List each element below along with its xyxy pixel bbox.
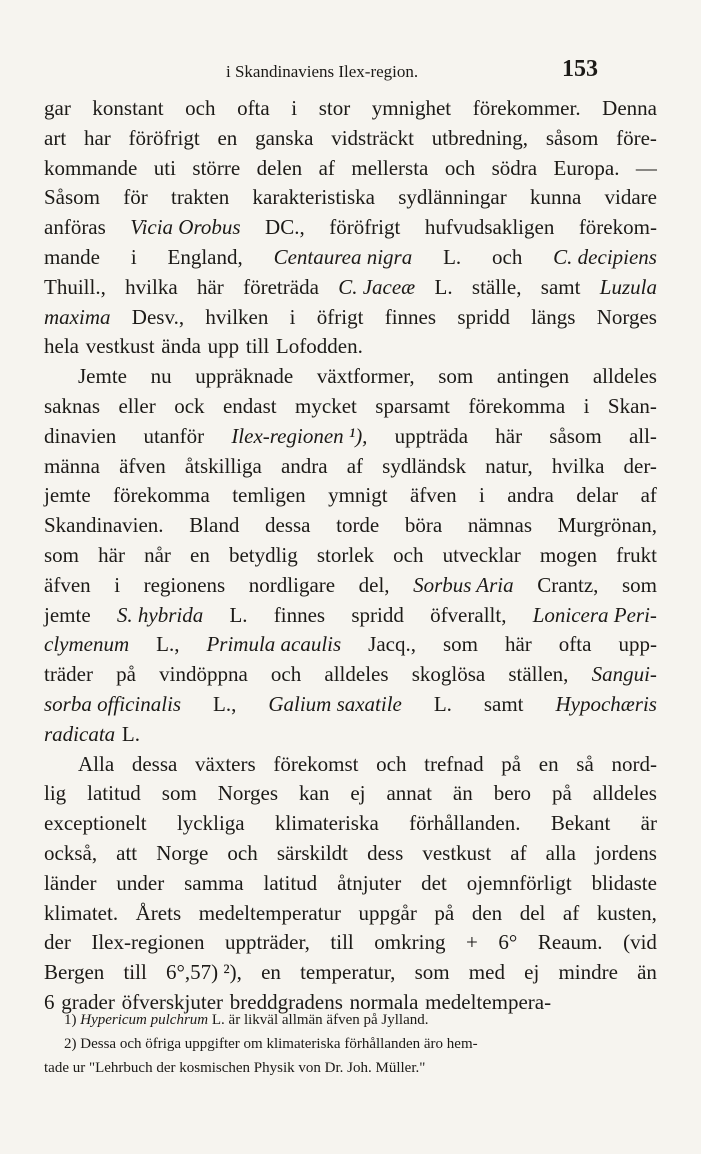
word: och [444, 155, 476, 180]
text-line [44, 839, 657, 869]
word: eller [118, 393, 156, 418]
word: latitud [263, 870, 318, 895]
word: nämnas [467, 513, 532, 538]
word: konstant [92, 96, 164, 120]
word: större [192, 155, 241, 180]
word: ställen, [508, 662, 569, 687]
word: och [492, 244, 523, 269]
text-line [44, 154, 657, 184]
word: Alla [78, 751, 115, 776]
word: en [217, 125, 238, 150]
word: saknas [44, 393, 100, 418]
word: ymnigt [328, 483, 388, 508]
word: samt [483, 691, 524, 716]
text-line [44, 303, 657, 333]
word: uti [153, 155, 176, 180]
word: andra [507, 483, 554, 508]
word: det [421, 870, 447, 895]
word: exceptionelt [44, 811, 147, 836]
word: kunna [529, 185, 582, 210]
word: regionens [143, 572, 226, 597]
word: clymenum [44, 632, 130, 657]
word: Årets [135, 900, 182, 925]
text-line [44, 660, 657, 690]
word: öfrigt [316, 304, 364, 329]
word: blidaste [591, 870, 657, 895]
word: Skan- [607, 393, 657, 418]
word: än [637, 960, 657, 985]
word: vestkust [422, 840, 492, 865]
word: södra [491, 155, 538, 180]
word: har [83, 125, 111, 150]
word: DC., [265, 215, 305, 240]
word: utbredning, [431, 125, 529, 150]
text-line [44, 690, 657, 720]
word: uppgår [358, 900, 417, 925]
word: Skandinavien. [44, 513, 164, 538]
word: till [245, 334, 270, 359]
text-line [44, 183, 657, 213]
word: till [123, 960, 147, 985]
word: (vid [623, 930, 657, 955]
word: att [116, 840, 138, 865]
page-header [0, 56, 701, 90]
word: förekomma [468, 393, 566, 418]
word: ofta [558, 632, 592, 657]
word: trakten [170, 185, 230, 210]
word: finnes [384, 304, 437, 329]
word: äfven [119, 453, 166, 478]
word: öfverallt, [430, 602, 507, 627]
text-line [44, 720, 657, 750]
word: karakteristiska [252, 185, 375, 210]
word: gar [44, 96, 71, 120]
text-line [44, 630, 657, 660]
word: Luzula [599, 274, 657, 299]
word: anföras [44, 215, 106, 240]
word: förekom- [578, 215, 657, 240]
text-line [44, 124, 657, 154]
word: dessa [131, 751, 178, 776]
body-text [44, 94, 657, 1018]
word: dessa [264, 513, 311, 538]
word: i [114, 572, 121, 597]
word: ställe, [471, 274, 522, 299]
word: dinavien [44, 423, 117, 448]
word: alldeles [592, 781, 657, 806]
text-line [44, 899, 657, 929]
text-line [44, 601, 657, 631]
word: Norges [596, 304, 657, 329]
text-line [44, 869, 657, 899]
word: L., [213, 691, 237, 716]
word: ända [161, 334, 201, 359]
text-line [44, 571, 657, 601]
word: såsom [545, 125, 599, 150]
word: af [318, 155, 335, 180]
word: maxima [44, 304, 111, 329]
word: i [291, 96, 298, 120]
word: Sorbus Aria [413, 572, 514, 597]
running-title: i Skandinaviens Ilex-region. [226, 62, 419, 81]
word: och [270, 662, 302, 687]
word: här [196, 274, 224, 299]
word: här [98, 542, 125, 567]
word: före- [616, 125, 657, 150]
word: jemte [44, 602, 91, 627]
text-line [44, 750, 657, 780]
word: af [510, 840, 527, 865]
word: trefnad [424, 751, 484, 776]
text-line [44, 928, 657, 958]
word: normala [349, 989, 419, 1014]
text-line [44, 332, 657, 362]
word: ofta [237, 96, 270, 120]
word: kan [299, 781, 330, 806]
word: storlek [316, 542, 375, 567]
word: ganska [255, 125, 314, 150]
word: upp- [618, 632, 657, 657]
word: förhållanden. [409, 811, 521, 836]
text-line [44, 273, 657, 303]
word: en [538, 751, 559, 776]
word: en [190, 542, 210, 567]
word: Lonicera Peri- [532, 602, 657, 627]
word: L. [434, 274, 453, 299]
word: företräda [243, 274, 319, 299]
word: länder [44, 870, 97, 895]
word: all- [628, 423, 657, 448]
word: C. Jaceæ [338, 274, 416, 299]
word: här [504, 632, 532, 657]
word: bero [493, 781, 532, 806]
word: utanför [143, 423, 205, 448]
word: böra [404, 513, 443, 538]
word: på [434, 900, 455, 925]
word: Sangui- [591, 662, 657, 687]
word: L. [229, 602, 248, 627]
word: Bekant [550, 811, 611, 836]
word: nordligare [248, 572, 336, 597]
word: som [438, 364, 474, 389]
word: art [44, 125, 67, 150]
word: hela [44, 334, 79, 359]
word: Hypochæris [555, 691, 657, 716]
word: Vicia Orobus [130, 215, 241, 240]
word: förekomma [113, 483, 210, 508]
word: klimatet. [44, 900, 119, 925]
word: temligen [232, 483, 306, 508]
word: Primula acaulis [206, 632, 342, 657]
text-line [44, 452, 657, 482]
text-line [44, 958, 657, 988]
word: förekomst [273, 751, 359, 776]
footnote-2-continued: tade ur "Lehrbuch der kosmischen Physik von Dr. Joh. Müller." [44, 1060, 426, 1076]
word: lig [44, 781, 67, 806]
word: natur, [485, 453, 533, 478]
text-line [44, 511, 657, 541]
word: på [551, 781, 572, 806]
word: skoglösa [411, 662, 486, 687]
word: betydlig [228, 542, 298, 567]
word: ock [174, 393, 205, 418]
word: medeltemperatur [198, 900, 341, 925]
word: del, [358, 572, 390, 597]
word: föröfrigt [329, 215, 401, 240]
word: ej [350, 781, 366, 806]
word: Crantz, [537, 572, 599, 597]
word: breddgradens [229, 989, 343, 1014]
word: som [621, 572, 657, 597]
word: med [468, 960, 505, 985]
word: under [116, 870, 165, 895]
word: Ilex-regionen ¹), [231, 423, 368, 448]
word: endast [222, 393, 277, 418]
word: och [376, 751, 407, 776]
word: alldeles [324, 662, 389, 687]
word: del [519, 900, 546, 925]
text-line [44, 422, 657, 452]
word: L. [433, 691, 452, 716]
word: Lofodden. [275, 334, 363, 359]
word: medeltempera- [425, 989, 552, 1014]
word: mindre [558, 960, 618, 985]
word: sparsamt [375, 393, 450, 418]
text-line [44, 94, 657, 124]
word: och [227, 840, 258, 865]
word: Murgrönan, [557, 513, 657, 538]
word: åtskilliga [184, 453, 262, 478]
word: finnes [273, 602, 326, 627]
word: spridd [351, 602, 404, 627]
word: L. [443, 244, 462, 269]
word: Jemte [78, 364, 127, 389]
word: männa [44, 453, 100, 478]
word: sydlänningar [398, 185, 507, 210]
word: växtformer, [316, 364, 415, 389]
word: af [346, 453, 364, 478]
word: vidare [604, 185, 657, 210]
word: kusten, [596, 900, 657, 925]
word: Ilex-regionen [91, 930, 205, 955]
word: delar [576, 483, 619, 508]
word: som [161, 781, 197, 806]
word: förekommer. [472, 96, 581, 120]
word: en [261, 960, 281, 985]
word: Såsom [44, 185, 101, 210]
word: mogen [539, 542, 597, 567]
word: 6 [44, 989, 55, 1014]
word: som [44, 542, 80, 567]
word: kommande [44, 155, 138, 180]
word: som [442, 632, 478, 657]
word: L. [121, 721, 140, 746]
word: till [330, 930, 354, 955]
word: andra [280, 453, 328, 478]
word: och [393, 542, 424, 567]
word: upp [207, 334, 240, 359]
word: af [562, 900, 580, 925]
word: så [576, 751, 594, 776]
text-line [44, 809, 657, 839]
word: på [116, 662, 136, 687]
word: jordens [595, 840, 657, 865]
word: latitud [87, 781, 141, 806]
word: delen [256, 155, 303, 180]
text-line [44, 243, 657, 273]
word: Thuill., [44, 274, 106, 299]
footnotes [44, 1008, 657, 1080]
word: växters [195, 751, 256, 776]
word: vindöppna [159, 662, 248, 687]
word: samt [540, 274, 581, 299]
word: Jacq., [368, 632, 416, 657]
word: Bland [189, 513, 240, 538]
text-line [44, 779, 657, 809]
footnote-2: 2) Dessa och öfriga uppgifter om klimateriska förhållanden äro hem- [64, 1036, 478, 1052]
word: än [452, 781, 473, 806]
word: der [44, 930, 71, 955]
word: uppträda [394, 423, 469, 448]
word: för [123, 185, 148, 210]
word: klimateriska [274, 811, 379, 836]
word: åtnjuter [337, 870, 402, 895]
word: hvilken [205, 304, 269, 329]
word: Centaurea nigra [273, 244, 413, 269]
word: uppräknade [195, 364, 294, 389]
word: radicata [44, 721, 116, 746]
footnote-1: 1) Hypericum pulchrum L. är likväl allmän äfven på Jylland. [64, 1012, 429, 1028]
word: i [478, 483, 485, 508]
word: som [414, 960, 450, 985]
word: grader [61, 989, 115, 1014]
word: annat [386, 781, 432, 806]
word: ej [524, 960, 540, 985]
word: dess [367, 840, 404, 865]
word: öfverskjuter [121, 989, 224, 1014]
text-line [44, 362, 657, 392]
word: hvilka [125, 274, 178, 299]
word: hvilka [551, 453, 605, 478]
word: i [130, 244, 137, 269]
text-line [44, 392, 657, 422]
word: ojemnförligt [466, 870, 572, 895]
word: här [495, 423, 523, 448]
word: ymnighet [371, 96, 452, 120]
word: når [144, 542, 171, 567]
word: Bergen [44, 960, 105, 985]
word: Norges [217, 781, 279, 806]
word: Europa. [553, 155, 620, 180]
word: 6°,57) ²), [165, 960, 242, 985]
page-number: 153 [562, 56, 598, 82]
word: antingen [496, 364, 570, 389]
word: såsom [549, 423, 602, 448]
word: der- [623, 453, 657, 478]
word: spridd [457, 304, 510, 329]
word: Denna [602, 96, 657, 120]
word: och [185, 96, 216, 120]
word: i [583, 393, 590, 418]
word: vidsträckt [331, 125, 415, 150]
word: temperatur, [300, 960, 396, 985]
word: frukt [616, 542, 657, 567]
text-line [44, 481, 657, 511]
word: hufvudsakligen [424, 215, 555, 240]
word: äfven [44, 572, 91, 597]
word: omkring [374, 930, 446, 955]
word: sydländsk [382, 453, 467, 478]
word: Galium saxatile [268, 691, 402, 716]
word: lyckliga [176, 811, 245, 836]
word: samma [184, 870, 244, 895]
word: nord- [611, 751, 657, 776]
word: England, [167, 244, 243, 269]
word: mellersta [351, 155, 429, 180]
word: jemte [44, 483, 91, 508]
word: C. decipiens [553, 244, 657, 269]
word: 6° [498, 930, 518, 955]
word: Desv., [131, 304, 185, 329]
word: träder [44, 662, 93, 687]
text-line [44, 541, 657, 571]
word: uppträder, [225, 930, 310, 955]
word: längs [531, 304, 576, 329]
word: Norge [156, 840, 209, 865]
word: är [640, 811, 657, 836]
word: L., [156, 632, 180, 657]
text-line [44, 213, 657, 243]
word: den [471, 900, 503, 925]
word: på [501, 751, 522, 776]
word: i [289, 304, 296, 329]
word: alla [545, 840, 576, 865]
word: föröfrigt [128, 125, 200, 150]
word: + [466, 930, 478, 955]
word: Reaum. [537, 930, 603, 955]
word: S. hybrida [116, 602, 204, 627]
word: sorba officinalis [44, 691, 182, 716]
word: nu [150, 364, 172, 389]
word: torde [336, 513, 380, 538]
word: särskildt [276, 840, 348, 865]
word: vestkust [85, 334, 155, 359]
word: alldeles [592, 364, 657, 389]
word: mande [44, 244, 100, 269]
word: också, [44, 840, 98, 865]
word: af [640, 483, 657, 508]
word: utvecklar [442, 542, 521, 567]
word: mycket [295, 393, 357, 418]
word: äfven [409, 483, 457, 508]
word: stor [318, 96, 351, 120]
word: — [635, 155, 657, 180]
